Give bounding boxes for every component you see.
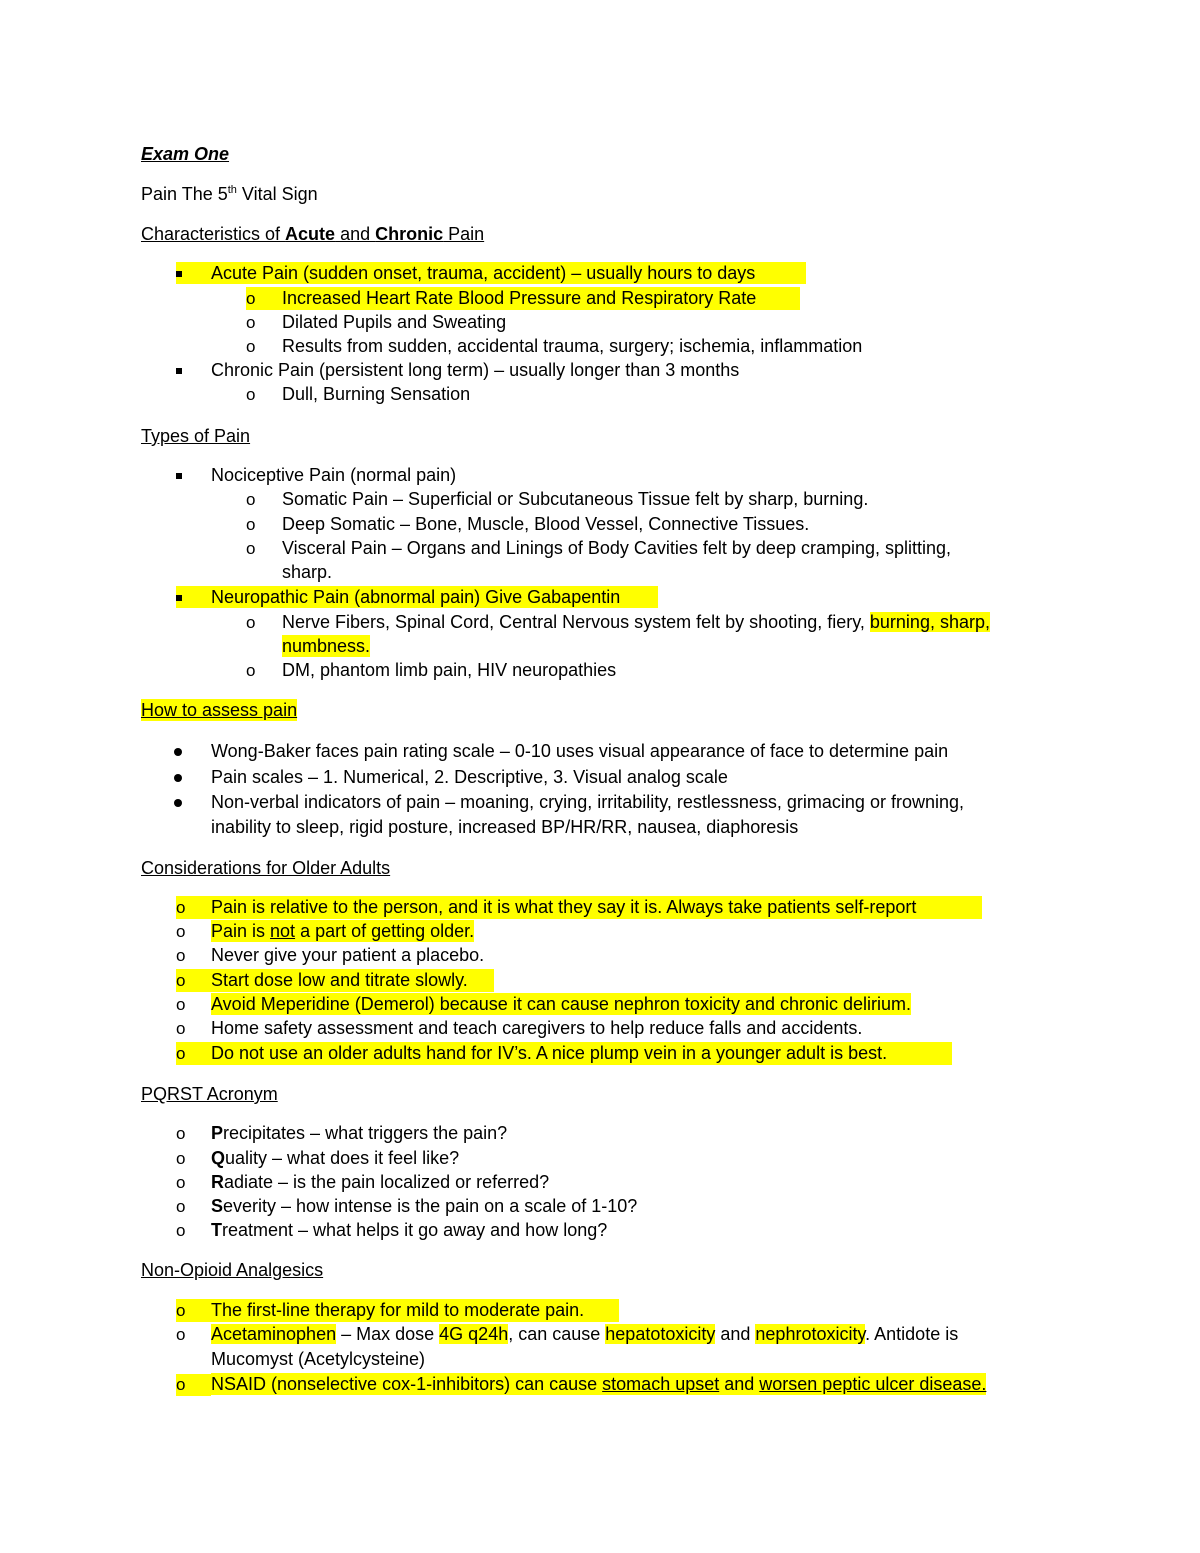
circle-bullet-icon: o (176, 995, 186, 1014)
list-item-text: The first-line therapy for mild to moderate pain. (211, 1300, 585, 1320)
list-item (176, 920, 475, 943)
list-item (176, 1219, 608, 1242)
list-item (176, 1147, 460, 1170)
subtitle-text: Pain The 5 (141, 184, 228, 204)
section-heading-assess: How to assess pain (141, 700, 298, 720)
list-subitem-continuation: sharp. (282, 562, 333, 582)
circle-bullet-icon: o (246, 385, 256, 404)
list-item (176, 944, 485, 967)
circle-bullet-icon: o (176, 1374, 211, 1396)
list-subitem-text: Visceral Pain – Organs and Linings of Body Cavities felt by deep cramping, splitting, (282, 538, 952, 558)
list-item-text: Neuropathic Pain (abnormal pain) Give Gabapentin (211, 587, 621, 607)
list-item-text: Acute Pain (sudden onset, trauma, accident) – usually hours to days (211, 263, 756, 283)
list-item-text: everity – how intense is the pain on a scale of 1-10? (223, 1196, 638, 1216)
highlighted-text: burning, sharp, (869, 612, 990, 632)
list-item (176, 1042, 952, 1065)
list-subitem-text: DM, phantom limb pain, HIV neuropathies (282, 660, 617, 680)
list-item-text: Avoid Meperidine (Demerol) because it can cause nephron toxicity and chronic delirium. (211, 994, 912, 1014)
list-item (176, 993, 912, 1016)
list-subitem-text: Increased Heart Rate Blood Pressure and Respiratory Rate (282, 288, 757, 308)
circle-bullet-icon: o (176, 1124, 186, 1143)
list-item-text: – Max dose (336, 1324, 440, 1344)
section-heading-older-adults: Considerations for Older Adults (141, 858, 391, 878)
list-subitem (246, 513, 810, 536)
subtitle-text-end: Vital Sign (236, 184, 318, 204)
acronym-letter: T (211, 1220, 222, 1240)
list-item-text: recipitates – what triggers the pain? (223, 1123, 508, 1143)
list-subitem (246, 488, 869, 511)
list-item-continuation: Mucomyst (Acetylcysteine) (211, 1349, 426, 1369)
list-subitem-text: Deep Somatic – Bone, Muscle, Blood Vessel, Connective Tissues. (282, 514, 810, 534)
heading-text: and (335, 224, 376, 244)
underlined-text: stomach upset (602, 1374, 720, 1394)
list-item (176, 1299, 619, 1322)
highlighted-text: hepatotoxicity (605, 1324, 716, 1344)
list-subitem-text: Results from sudden, accidental trauma, surgery; ischemia, inflammation (282, 336, 863, 356)
list-item-text: Non-verbal indicators of pain – moaning, crying, irritability, restlessness, grimacing or frowning, (211, 792, 964, 812)
square-bullet-icon (176, 595, 182, 601)
square-bullet-icon (176, 271, 182, 277)
list-item-text: Nociceptive Pain (normal pain) (211, 465, 457, 485)
list-subitem (246, 383, 471, 406)
list-item (174, 791, 964, 813)
circle-bullet-icon: o (246, 337, 256, 356)
list-item-text: Chronic Pain (persistent long term) – usually longer than 3 months (211, 360, 740, 380)
heading-bold-chronic: Chronic (375, 224, 444, 244)
circle-bullet-icon: o (176, 946, 186, 965)
highlighted-text: 4G q24h (439, 1324, 509, 1344)
circle-bullet-icon: o (246, 613, 256, 632)
circle-bullet-icon: o (176, 1044, 186, 1063)
list-item-text: and (719, 1374, 760, 1394)
list-subitem-text: Dilated Pupils and Sweating (282, 312, 507, 332)
list-item-text: NSAID (nonselective cox-1-inhibitors) can cause (211, 1374, 603, 1394)
circle-bullet-icon: o (176, 922, 186, 941)
list-item-text: Pain is (211, 921, 271, 941)
heading-bold-acute: Acute (285, 224, 336, 244)
circle-bullet-icon: o (176, 971, 186, 990)
list-item-text: Never give your patient a placebo. (211, 945, 485, 965)
subtitle-superscript: th (227, 184, 237, 196)
list-subitem-text: Somatic Pain – Superficial or Subcutaneous Tissue felt by sharp, burning. (282, 489, 869, 509)
highlighted-text: nephrotoxicity (755, 1324, 866, 1344)
circle-bullet-icon: o (176, 1325, 186, 1344)
heading-text: Pain (443, 224, 485, 244)
document-title: Exam One (141, 144, 230, 164)
circle-bullet-icon: o (176, 1173, 186, 1192)
circle-bullet-icon: o (176, 898, 186, 917)
list-subitem (246, 287, 800, 310)
list-item-acute (176, 262, 806, 284)
list-subitem (246, 537, 952, 560)
underlined-text: not (270, 921, 296, 941)
list-item-text: a part of getting older. (295, 921, 475, 941)
circle-bullet-icon: o (176, 1301, 186, 1320)
section-heading-types: Types of Pain (141, 426, 251, 446)
round-bullet-icon (174, 774, 182, 782)
highlighted-continuation: numbness. (282, 636, 371, 656)
acronym-letter: S (211, 1196, 224, 1216)
list-subitem (246, 659, 617, 682)
list-item-text: Home safety assessment and teach caregivers to help reduce falls and accidents. (211, 1018, 863, 1038)
section-heading-non-opioid: Non-Opioid Analgesics (141, 1260, 324, 1280)
heading-text: Characteristics of (141, 224, 286, 244)
circle-bullet-icon: o (176, 1197, 186, 1216)
section-heading-pqrst: PQRST Acronym (141, 1084, 278, 1104)
circle-bullet-icon: o (246, 515, 256, 534)
acronym-letter: R (211, 1172, 224, 1192)
list-item-text: , can cause (508, 1324, 606, 1344)
subtitle (141, 183, 318, 205)
list-subitem (246, 611, 990, 634)
circle-bullet-icon: o (176, 1019, 186, 1038)
list-item-chronic (176, 359, 740, 381)
list-subitem-text: Nerve Fibers, Spinal Cord, Central Nervous system felt by shooting, fiery, (282, 612, 870, 632)
list-item-text: Do not use an older adults hand for IV’s. A nice plump vein in a younger adult is best. (211, 1043, 888, 1063)
acronym-letter: P (211, 1123, 224, 1143)
list-item (176, 1122, 508, 1145)
list-item-text: Pain is relative to the person, and it is what they say it is. Always take patients self-report (211, 897, 917, 917)
list-item (176, 1195, 638, 1218)
list-item (176, 896, 982, 919)
round-bullet-icon (174, 748, 182, 756)
list-item (176, 1017, 863, 1040)
list-item-continuation: inability to sleep, rigid posture, increased BP/HR/RR, nausea, diaphoresis (211, 817, 799, 837)
list-subitem (246, 311, 507, 334)
list-item (174, 740, 949, 762)
list-item-text: and (715, 1324, 756, 1344)
square-bullet-icon (176, 473, 182, 479)
list-item-text: reatment – what helps it go away and how long? (222, 1220, 608, 1240)
circle-bullet-icon: o (246, 289, 256, 308)
list-item-nociceptive (176, 464, 457, 486)
list-item-text: Wong-Baker faces pain rating scale – 0-10 uses visual appearance of face to determine pain (211, 741, 949, 761)
list-item-text: Start dose low and titrate slowly. (211, 970, 468, 990)
round-bullet-icon (174, 799, 182, 807)
circle-bullet-icon: o (176, 1149, 186, 1168)
section-heading-characteristics (141, 223, 484, 245)
circle-bullet-icon: o (246, 490, 256, 509)
underlined-text: worsen peptic ulcer disease. (759, 1374, 987, 1394)
highlighted-text: Acetaminophen (211, 1324, 337, 1344)
list-item-text: . Antidote is (865, 1324, 959, 1344)
list-item (176, 969, 494, 992)
list-item (174, 766, 728, 788)
list-item-neuropathic (176, 586, 658, 608)
circle-bullet-icon: o (176, 1221, 186, 1240)
list-item (176, 1323, 959, 1346)
list-item (176, 1373, 987, 1396)
list-item-text: adiate – is the pain localized or referred? (224, 1172, 550, 1192)
list-item (176, 1171, 550, 1194)
list-subitem (246, 335, 863, 358)
circle-bullet-icon: o (246, 661, 256, 680)
list-item-text: uality – what does it feel like? (225, 1148, 460, 1168)
circle-bullet-icon: o (246, 313, 256, 332)
circle-bullet-icon: o (246, 539, 256, 558)
list-subitem-text: Dull, Burning Sensation (282, 384, 471, 404)
square-bullet-icon (176, 368, 182, 374)
list-item-text: Pain scales – 1. Numerical, 2. Descriptive, 3. Visual analog scale (211, 767, 728, 787)
acronym-letter: Q (211, 1148, 226, 1168)
